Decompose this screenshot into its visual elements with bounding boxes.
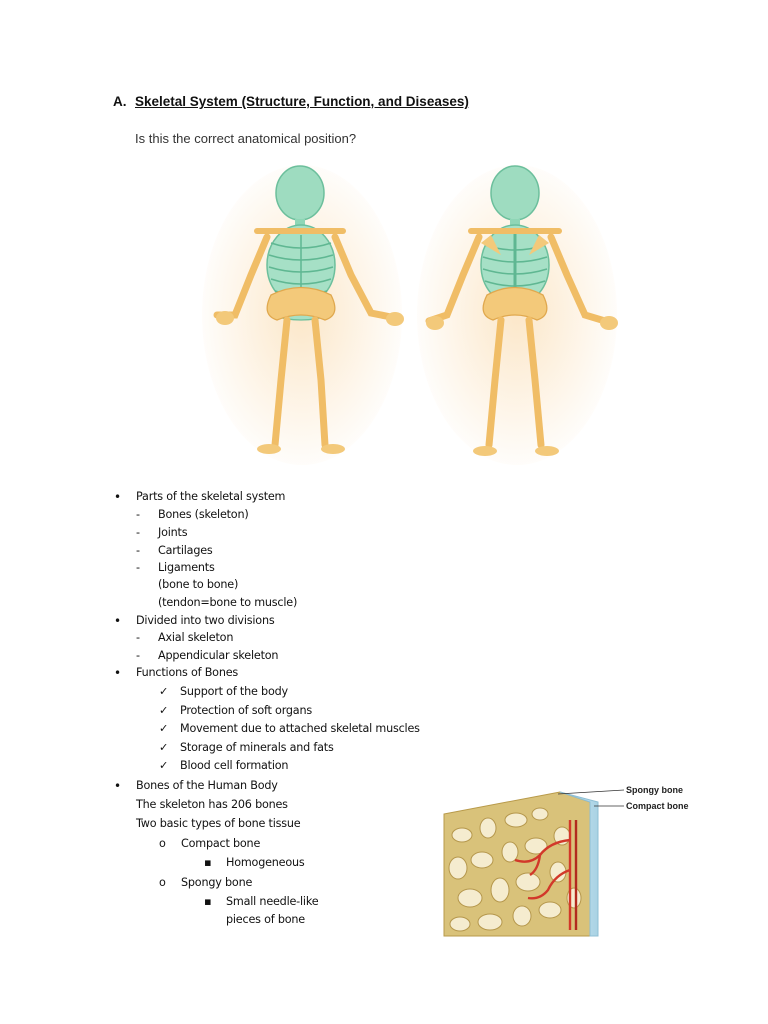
spongy-bone-label: Spongy bone: [626, 785, 683, 795]
list-item: Protection of soft organs: [180, 704, 312, 717]
list-item: Movement due to attached skeletal muscles: [180, 722, 420, 735]
bones-title: Bones of the Human Body: [136, 779, 278, 792]
dash-marker: -: [136, 631, 140, 644]
spongy-sub-item: pieces of bone: [226, 913, 305, 926]
divisions-title: Divided into two divisions: [136, 614, 275, 627]
parts-title: Parts of the skeletal system: [136, 490, 286, 503]
skeleton-anterior: [202, 165, 404, 465]
question-text: Is this the correct anatomical position?: [135, 131, 357, 146]
square-marker: ▪: [204, 895, 212, 908]
compact-bone-label: Compact bone: [626, 801, 689, 811]
list-item: Blood cell formation: [180, 759, 289, 772]
dash-marker: -: [136, 649, 140, 662]
check-icon: ✓: [159, 759, 169, 772]
bullet-marker: •: [114, 490, 121, 504]
bone-tissue-figure: [440, 780, 700, 940]
circle-marker: o: [159, 837, 166, 850]
ligament-note: (bone to bone): [158, 578, 239, 591]
check-icon: ✓: [159, 685, 169, 698]
compact-bone-item: Compact bone: [181, 837, 261, 850]
circle-marker: o: [159, 876, 166, 889]
dash-marker: -: [136, 544, 140, 557]
dash-marker: -: [136, 561, 140, 574]
dash-marker: -: [136, 508, 140, 521]
section-title: Skeletal System (Structure, Function, and Diseases): [135, 94, 469, 109]
section-heading: [113, 94, 469, 109]
bones-line1: The skeleton has 206 bones: [136, 798, 288, 811]
list-item: Ligaments: [158, 561, 215, 574]
bullet-marker: •: [114, 666, 121, 680]
check-icon: ✓: [159, 704, 169, 717]
bullet-marker: •: [114, 614, 121, 628]
skeleton-figure: [195, 165, 635, 465]
compact-sub-item: Homogeneous: [226, 856, 305, 869]
list-item: Axial skeleton: [158, 631, 234, 644]
square-marker: ▪: [204, 856, 212, 869]
list-item: Bones (skeleton): [158, 508, 249, 521]
list-item: Support of the body: [180, 685, 288, 698]
bones-line2: Two basic types of bone tissue: [136, 817, 301, 830]
list-item: Joints: [158, 526, 188, 539]
spongy-sub-item: Small needle-like: [226, 895, 319, 908]
functions-title: Functions of Bones: [136, 666, 239, 679]
list-item: Storage of minerals and fats: [180, 741, 334, 754]
skeleton-posterior: [417, 165, 618, 465]
list-item: Cartilages: [158, 544, 213, 557]
section-letter: A.: [113, 94, 127, 109]
check-icon: ✓: [159, 741, 169, 754]
spongy-bone-item: Spongy bone: [181, 876, 253, 889]
check-icon: ✓: [159, 722, 169, 735]
ligament-note: (tendon=bone to muscle): [158, 596, 298, 609]
list-item: Appendicular skeleton: [158, 649, 279, 662]
bullet-marker: •: [114, 779, 121, 793]
dash-marker: -: [136, 526, 140, 539]
